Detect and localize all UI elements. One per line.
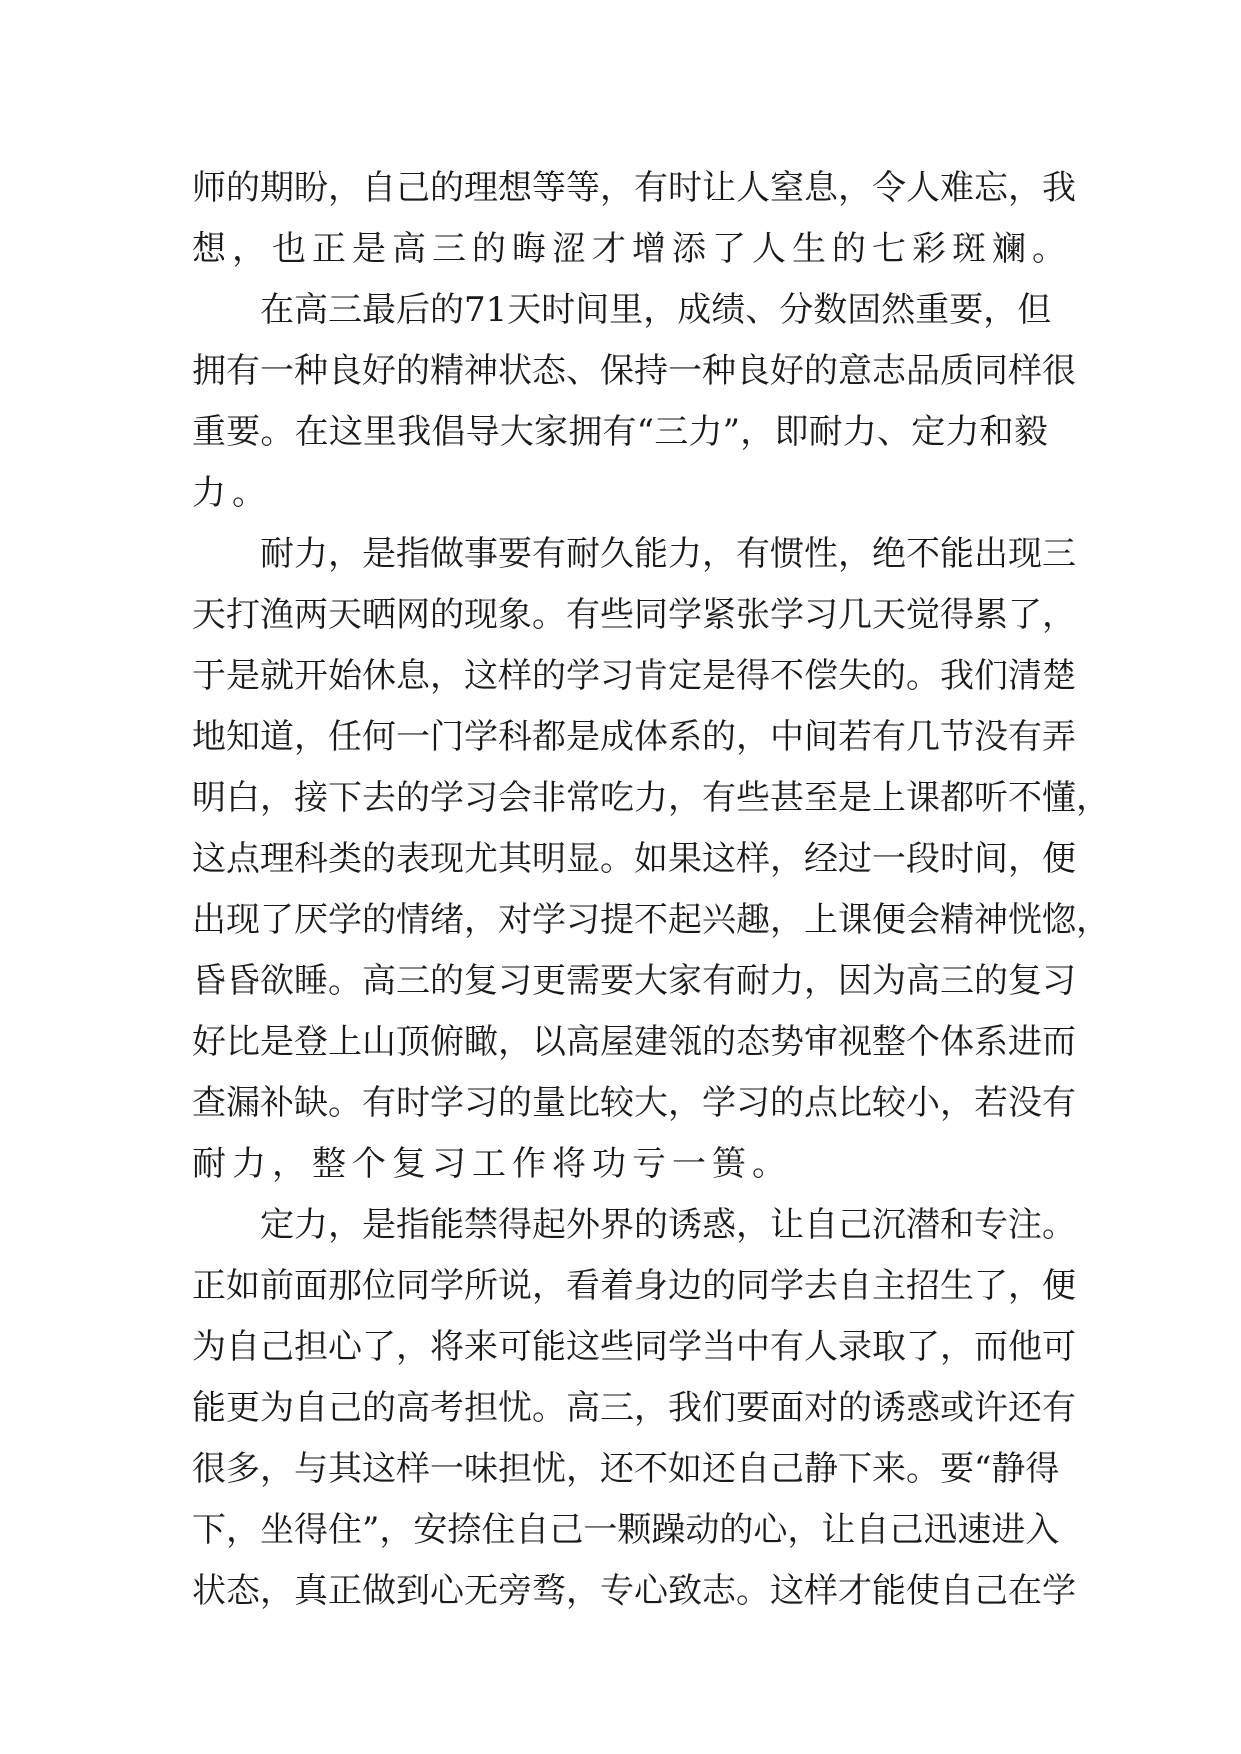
text-line: 耐 力 ， 是 指 做 事 要 有 耐 久 能 力 ， 有 惯 性 ， 绝 不 能 出 现 三	[260, 534, 1076, 574]
text-line: 拥 有 一 种 良 好 的 精 神 状 态 、 保 持 一 种 良 好 的 意 志 品 质 同 样 很	[192, 351, 1076, 391]
text-line: 天 打 渔 两 天 晒 网 的 现 象 。 有 些 同 学 紧 张 学 习 几 天 觉 得 累 了 ，	[192, 595, 1076, 635]
text-line: 地 知 道 ， 任 何 一 门 学 科 都 是 成 体 系 的 ， 中 间 若 有 几 节 没 有 弄	[192, 717, 1076, 757]
text-line: 为 自 己 担 心 了 ， 将 来 可 能 这 些 同 学 当 中 有 人 录 取 了 ， 而 他 可	[192, 1327, 1076, 1367]
text-line: 定 力 ， 是 指 能 禁 得 起 外 界 的 诱 惑 ， 让 自 己 沉 潜 和 专 注 。	[260, 1205, 1076, 1245]
text-line: 昏 昏 欲 睡 。 高 三 的 复 习 更 需 要 大 家 有 耐 力 ， 因 为 高 三 的 复 习	[192, 961, 1076, 1001]
text-line: 师 的 期 盼 ， 自 己 的 理 想 等 等 ， 有 时 让 人 窒 息 ， 令 人 难 忘 ， 我	[192, 168, 1076, 208]
text-line: 正 如 前 面 那 位 同 学 所 说 ， 看 着 身 边 的 同 学 去 自 主 招 生 了 ， 便	[192, 1266, 1076, 1306]
text-line: 想，也正是高三的晦涩才增添了人生的七彩斑斓。	[192, 229, 1072, 269]
text-line: 这 点 理 科 类 的 表 现 尤 其 明 显 。 如 果 这 样 ， 经 过 一 段 时 间 ， 便	[192, 839, 1076, 879]
text-line: 耐力，整个复习工作将功亏一篑。	[192, 1144, 792, 1184]
text-line: 下 ， 坐 得 住 ” ， 安 捺 住 自 己 一 颗 躁 动 的 心 ， 让 自 己 迅 速 进 入	[192, 1510, 1060, 1550]
text-line: 在 高 三 最 后 的 71 天 时 间 里 ， 成 绩 、 分 数 固 然 重 要 ， 但	[260, 290, 1052, 330]
text-line: 于 是 就 开 始 休 息 ， 这 样 的 学 习 肯 定 是 得 不 偿 失 的 。 我 们 清 楚	[192, 656, 1076, 696]
document-body	[192, 158, 1110, 1622]
text-line: 查 漏 补 缺 。 有 时 学 习 的 量 比 较 大 ， 学 习 的 点 比 较 小 ， 若 没 有	[192, 1083, 1076, 1123]
text-line: 好 比 是 登 上 山 顶 俯 瞰 ， 以 高 屋 建 瓴 的 态 势 审 视 整 个 体 系 进 而	[192, 1022, 1076, 1062]
text-line: 重 要 。 在 这 里 我 倡 导 大 家 拥 有 “ 三 力 ” ， 即 耐 力 、 定 力 和 毅	[192, 412, 1048, 452]
text-line: 能 更 为 自 己 的 高 考 担 忧 。 高 三 ， 我 们 要 面 对 的 诱 惑 或 许 还 有	[192, 1388, 1076, 1428]
text-line: 很 多 ， 与 其 这 样 一 味 担 忧 ， 还 不 如 还 自 己 静 下 来 。 要 “ 静 得	[192, 1449, 1060, 1489]
text-line: 力。	[192, 473, 272, 513]
text-line: 明 白 ， 接 下 去 的 学 习 会 非 常 吃 力 ， 有 些 甚 至 是 上 课 都 听 不 懂 ，	[192, 778, 1110, 818]
text-line: 状 态 ， 真 正 做 到 心 无 旁 骛 ， 专 心 致 志 。 这 样 才 能 使 自 己 在 学	[192, 1571, 1076, 1611]
text-line: 出 现 了 厌 学 的 情 绪 ， 对 学 习 提 不 起 兴 趣 ， 上 课 便 会 精 神 恍 惚 ，	[192, 900, 1110, 940]
